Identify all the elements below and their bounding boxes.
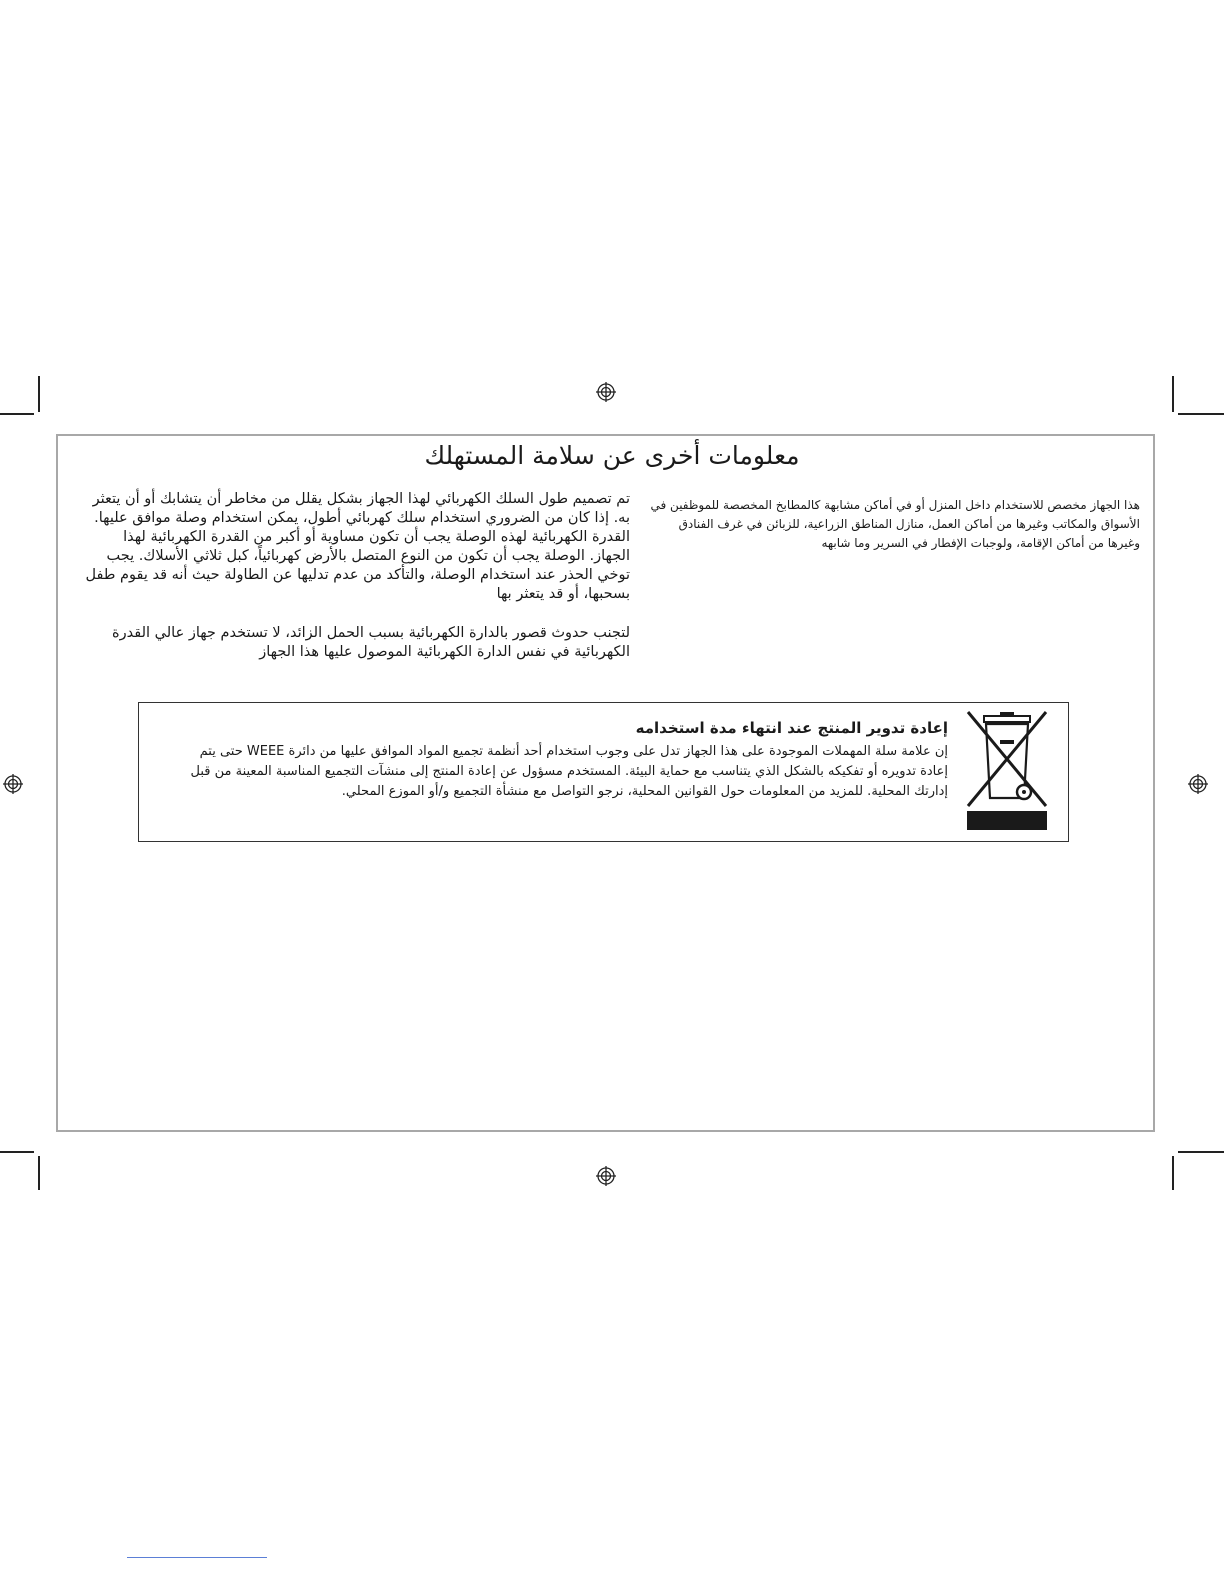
crop-mark-bottom-left-vertical [38,1156,40,1190]
cord-safety-section [85,490,630,682]
weee-heading: إعادة تدوير المنتج عند انتهاء مدة استخدامه [635,719,948,737]
crop-mark-bottom-right-vertical [1172,1156,1174,1190]
crop-mark-bottom-right-horizontal [1178,1151,1224,1153]
footer-link-underline [127,1557,267,1558]
registration-mark-icon [3,774,23,794]
registration-mark-icon [596,1166,616,1186]
usage-note-paragraph: هذا الجهاز مخصص للاستخدام داخل المنزل أو في أماكن مشابهة كالمطابخ المخصصة للموظفين في الأسواق والمكاتب وغيرها من أماكن العمل، منازل المناطق الزراعية، للزبائن في غرف الفنادق وغيرها من أماكن الإقامة، ولوجبات الإفطار في السرير وما شابهه [650,498,1140,550]
weee-notice-text [180,717,948,802]
page-title: معلومات أخرى عن سلامة المستهلك [424,441,800,470]
circuit-overload-paragraph: لتجنب حدوث قصور بالدارة الكهربائية بسبب الحمل الزائد، لا تستخدم جهاز عالي القدرة الكهربائية في نفس الدارة الكهربائية الموصول عليها هذا الجهاز [112,625,630,660]
crop-mark-top-right-horizontal [1178,413,1224,415]
registration-mark-icon [1188,774,1208,794]
registration-mark-icon [596,382,616,402]
weee-body: إن علامة سلة المهملات الموجودة على هذا الجهاز تدل على وجوب استخدام أحد أنظمة تجميع المواد الموافق عليها من دائرة WEEE حتى يتم إعادة تدويره أو تفكيكه بالشكل الذي يتناسب مع حماية البيئة. المستخدم مسؤول عن إعادة المنتج إلى منشآت التجميع المناسبة المعينة من قبل إدارتك المحلية. للمزيد من المعلومات حول القوانين المحلية، نرجو التواصل مع منشأة التجميع و/أو الموزع المحلي. [190,744,948,799]
crop-mark-top-left-horizontal [0,413,34,415]
crop-mark-top-left-vertical [38,376,40,412]
cord-length-paragraph: تم تصميم طول السلك الكهربائي لهذا الجهاز بشكل يقلل من مخاطر أن يتشابك أو أن يتعثر به. إذا كان من الضروري استخدام سلك كهربائي أطول، يمكن استخدام وصلة موافق عليها. القدرة الكهربائية لهذه الوصلة يجب أن تكون مساوية أو أكبر من القدرة الكهربائية لهذا الجهاز. الوصلة يجب أن تكون من النوع المتصل بالأرض كهربائياً، كبل ثلاثي الأسلاك. يجب توخي الحذر عند استخدام الوصلة، والتأكد من عدم تدليها عن الطاولة حيث أنه قد يقوم طفل بسحبها، أو قد يتعثر بها [85,491,630,602]
crop-mark-bottom-left-horizontal [0,1151,34,1153]
crossed-out-wheelie-bin-icon [962,710,1052,832]
crop-mark-top-right-vertical [1172,376,1174,412]
